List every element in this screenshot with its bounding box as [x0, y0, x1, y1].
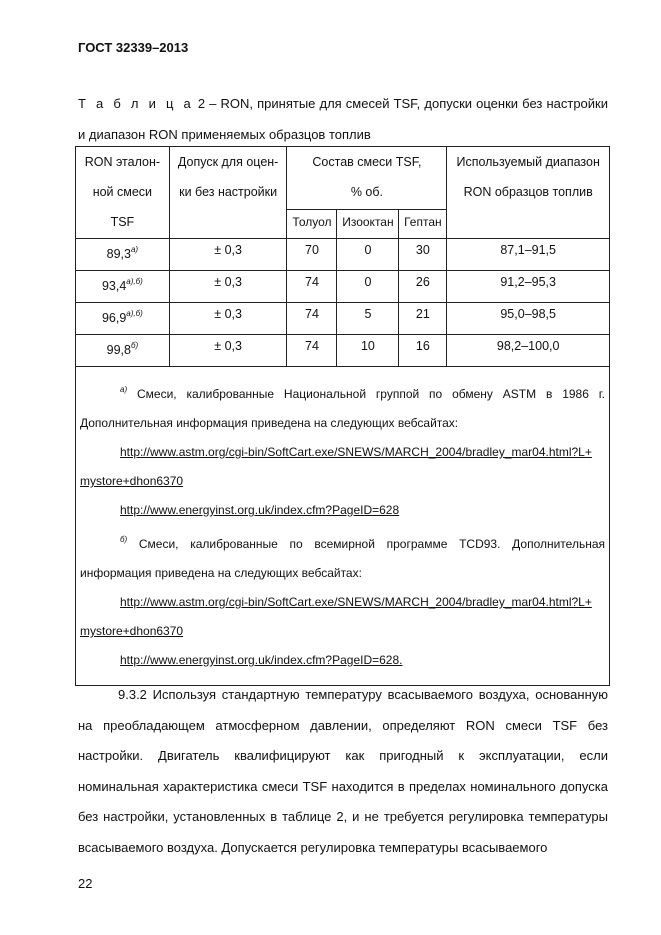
header-composition-line: % об. — [350, 185, 383, 199]
table-caption-label: Т а б л и ц а — [78, 96, 194, 111]
table-header-row — [76, 147, 610, 210]
page-number: 22 — [78, 876, 93, 891]
ron-value: 96,9 — [101, 311, 127, 325]
cell-toluene: 74 — [287, 271, 337, 303]
body-paragraph: 9.3.2 Используя стандартную температуру всасываемого воздуха, основанную на преобладающем атмосферном давлении, определяют RON смеси TSF без настройки. Двигатель квалифицируют как пригодный к эксплуатации, если номинальная характеристика смеси TSF находится в пределах номинального допуска без настройки, установленных в таблице 2, и не требуется регулировка температуры всасываемого воздуха. Допускается регулировка температуры всасываемого — [78, 687, 608, 855]
document-code: ГОСТ 32339–2013 — [78, 40, 189, 55]
table-caption — [78, 88, 608, 150]
header-ron-line: RON эталон- — [84, 155, 161, 169]
cell-heptane: 16 — [399, 335, 447, 367]
table-row — [76, 303, 610, 335]
header-range — [447, 147, 610, 239]
table-row — [76, 335, 610, 367]
footnote-b-mark: б) — [120, 535, 128, 544]
table-notes — [76, 367, 610, 686]
table-notes-row — [76, 367, 610, 686]
footnote-a — [80, 375, 605, 438]
cell-heptane: 26 — [399, 271, 447, 303]
header-composition-line: Состав смеси TSF, — [312, 155, 422, 169]
footnote-ref: а),б) — [126, 309, 143, 318]
footnote-a-link-1[interactable]: http://www.astm.org/cgi-bin/SoftCart.exe/SNEWS/MARCH_2004/bradley_mar04.html?L+ — [120, 445, 592, 459]
ron-table — [75, 146, 610, 686]
cell-ron — [76, 303, 170, 335]
cell-tolerance: ± 0,3 — [169, 239, 287, 271]
cell-ron — [76, 335, 170, 367]
footnote-b-link-1-cont[interactable]: mystore+dhon6370 — [80, 624, 184, 638]
footnote-a-mark: а) — [120, 385, 128, 394]
table-row — [76, 239, 610, 271]
cell-toluene: 70 — [287, 239, 337, 271]
footnote-b-text: Смеси, калиброванные по всемирной программе TCD93. Дополнительная информация приведена на следующих вебсайтах: — [80, 537, 605, 580]
ron-value: 93,4 — [101, 279, 127, 293]
cell-tolerance: ± 0,3 — [169, 303, 287, 335]
header-ron — [76, 147, 170, 239]
cell-heptane: 30 — [399, 239, 447, 271]
cell-range: 87,1–91,5 — [447, 239, 610, 271]
subheader-heptane: Гептан — [399, 210, 447, 239]
cell-isooctane: 0 — [337, 271, 399, 303]
footnote-ref: а),б) — [126, 277, 143, 286]
footnote-b-link-1[interactable]: http://www.astm.org/cgi-bin/SoftCart.exe/SNEWS/MARCH_2004/bradley_mar04.html?L+ — [120, 595, 592, 609]
cell-isooctane: 10 — [337, 335, 399, 367]
header-range-line: Используемый диапазон — [456, 155, 600, 169]
footnote-a-text: Смеси, калиброванные Национальной группой по обмену ASTM в 1986 г. Дополнительная информация приведена на следующих вебсайтах: — [80, 387, 605, 430]
cell-heptane: 21 — [399, 303, 447, 335]
ron-value: 89,3 — [106, 247, 131, 261]
header-composition — [287, 147, 447, 210]
table-row — [76, 271, 610, 303]
cell-toluene: 74 — [287, 303, 337, 335]
header-tolerance-line: Допуск для оцен- — [177, 155, 279, 169]
header-ron-line: TSF — [110, 215, 135, 229]
cell-isooctane: 5 — [337, 303, 399, 335]
cell-range: 91,2–95,3 — [447, 271, 610, 303]
subheader-isooctane: Изооктан — [337, 210, 399, 239]
footnote-b-link-2[interactable]: http://www.energyinst.org.uk/index.cfm?PageID=628. — [120, 653, 403, 667]
table-caption-text: 2 – RON, принятые для смесей TSF, допуски оценки без настройки и диапазон RON применяемых образцов топлив — [78, 96, 608, 142]
cell-range: 95,0–98,5 — [447, 303, 610, 335]
footnote-ref: б) — [130, 341, 139, 350]
cell-toluene: 74 — [287, 335, 337, 367]
footnote-a-link-1-cont[interactable]: mystore+dhon6370 — [80, 474, 184, 488]
cell-tolerance: ± 0,3 — [169, 335, 287, 367]
header-ron-line: ной смеси — [92, 185, 153, 199]
body-section — [78, 680, 608, 863]
cell-tolerance: ± 0,3 — [169, 271, 287, 303]
header-range-line: RON образцов топлив — [463, 185, 593, 199]
cell-ron — [76, 271, 170, 303]
cell-isooctane: 0 — [337, 239, 399, 271]
footnote-a-link-2[interactable]: http://www.energyinst.org.uk/index.cfm?PageID=628 — [120, 503, 400, 517]
subheader-toluene: Толуол — [287, 210, 337, 239]
cell-range: 98,2–100,0 — [447, 335, 610, 367]
footnote-ref: а) — [130, 245, 139, 254]
header-tolerance-line: ки без настройки — [179, 185, 278, 199]
cell-ron — [76, 239, 170, 271]
ron-value: 99,8 — [106, 343, 131, 357]
header-tolerance — [169, 147, 287, 239]
footnote-b — [80, 525, 605, 588]
